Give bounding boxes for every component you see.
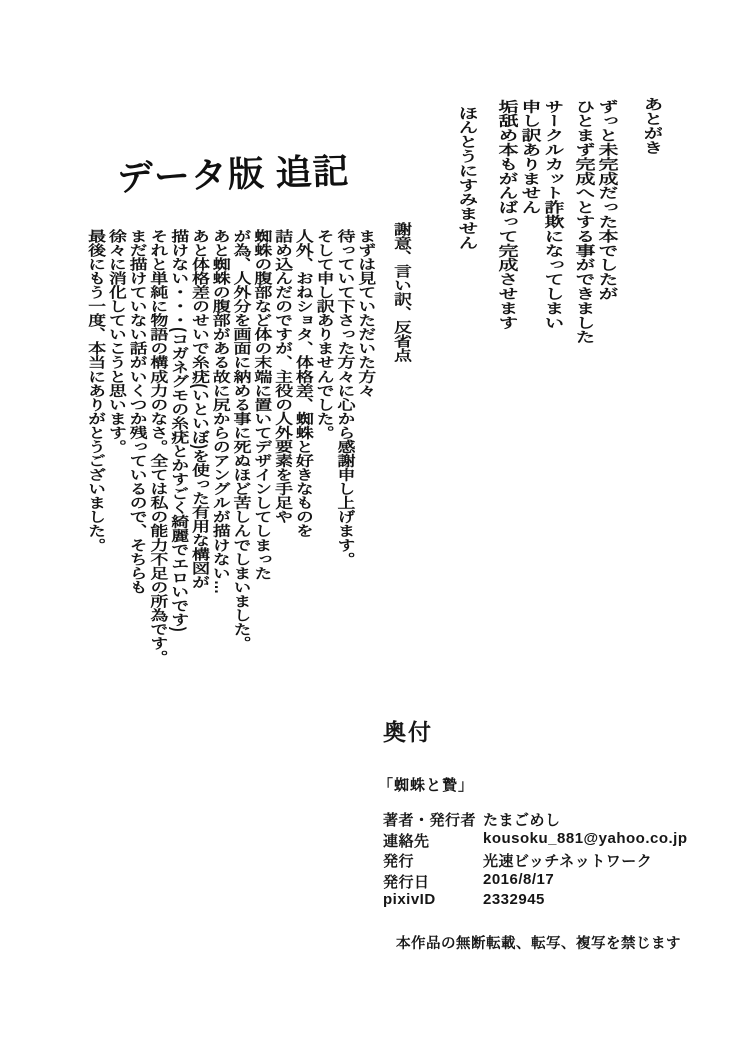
colophon-row-pixiv-id: [383, 891, 713, 912]
notes-line: 詰め込んだのですが、主役の人外要素を手足や: [273, 229, 294, 524]
publisher-label: 発行: [383, 853, 415, 870]
colophon-section: [378, 714, 713, 912]
afterword-section: [454, 97, 662, 356]
copyright-notice: 本作品の無断転載、転写、複写を禁じます: [396, 936, 681, 952]
colophon-row-publish-date: [383, 871, 713, 892]
colophon-row-author: [383, 809, 713, 830]
contact-label: 連絡先: [383, 832, 430, 850]
notes-title: 謝意、言い訳、反省点: [392, 222, 412, 363]
publish-date-label: 発行日: [383, 873, 430, 891]
publisher-value: 光速ビッチネットワーク: [483, 853, 653, 870]
notes-line: 最後にもう一度、本当にありがとうございました。: [86, 229, 107, 552]
pixiv-id-value: 2332945: [483, 891, 545, 908]
afterword-line: ほんとうにすみません: [455, 105, 477, 250]
handwritten-data-version-note: データ版 追記: [116, 150, 351, 199]
notes-line: 蜘蛛の腹部など体の末端に置いてデザインしてしまった: [252, 229, 273, 581]
notes-line: あと体格差のせいで糸疣(いといぼ)を使った有用な構図が: [189, 229, 210, 590]
notes-line: まずは見ていただいた方々: [356, 229, 377, 398]
publish-date-value: 2016/8/17: [483, 870, 555, 888]
afterword-line: ずっと未完成だった本でしたが: [595, 99, 617, 301]
notes-line: 描けない・・・(コガネグモの糸疣とかすごく綺麗でエロいです): [169, 229, 190, 632]
notes-line: あと蜘蛛の腹部がある故に尻からのアングルが描けない…: [210, 229, 231, 595]
afterword-line: ひとまず完成へとする事ができました: [572, 99, 594, 344]
colophon-heading: 奥付: [383, 719, 433, 745]
afterword-line: サークルカット詐欺になってしまい: [541, 99, 563, 330]
afterword-title: あとがき: [640, 97, 662, 155]
contact-value: kousoku_881@yahoo.co.jp: [483, 829, 688, 847]
colophon-row-publisher: [383, 850, 713, 871]
notes-line: 徐々に消化していこうと思います。: [106, 229, 127, 454]
notes-line: それと単純に物語の構成力のなさ。全ては私の能力不足の所為です。: [148, 229, 169, 665]
afterword-line: 申し訳ありません: [518, 99, 540, 215]
notes-line: 待っていて下さった方々に心から感謝申し上げます。: [335, 229, 356, 566]
author-value: たまごめし: [483, 812, 561, 829]
afterword-line: 垢舐め本もがんばって完成させます: [495, 99, 517, 330]
notes-section: [85, 222, 412, 706]
pixiv-id-label: pixivID: [383, 891, 436, 908]
notes-line: まだ描けていない話がいくつか残っているので、そちらも: [127, 229, 148, 595]
notes-line: が為、人外分を画面に納める事に死ぬほど苦しんでしまいました。: [231, 229, 252, 651]
notes-line: 人外、おねショタ、体格差、蜘蛛と好きなものを: [293, 229, 314, 538]
colophon-rows: [383, 809, 713, 912]
book-title: 「蜘蛛と贄」: [378, 777, 475, 794]
notes-line: そして申し訳ありませんでした。: [314, 229, 335, 440]
colophon-row-contact: [383, 830, 713, 851]
author-label: 著者・発行者: [383, 812, 477, 829]
